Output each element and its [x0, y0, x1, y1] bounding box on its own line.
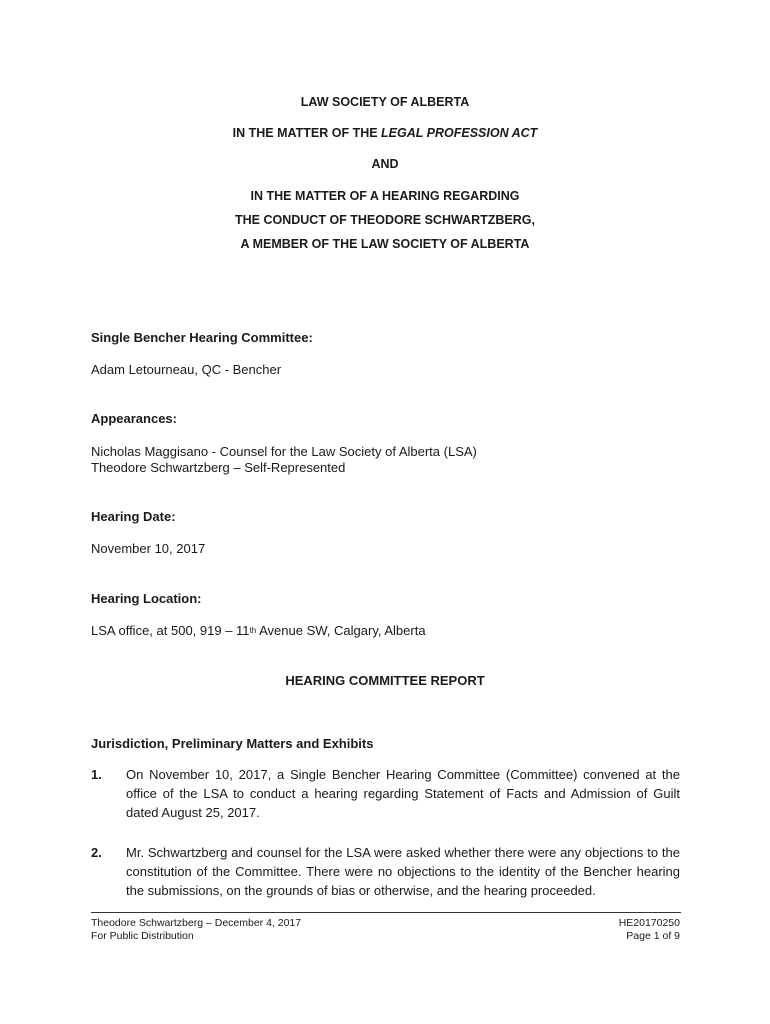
- report-title: HEARING COMMITTEE REPORT: [285, 673, 485, 688]
- caption-member-of: A MEMBER OF THE LAW SOCIETY OF ALBERTA: [240, 237, 530, 251]
- footer-file-number: HE20170250: [618, 917, 680, 929]
- hearing-location-heading: Hearing Location:: [91, 591, 202, 606]
- paragraph-number: 2.: [91, 845, 102, 860]
- appearance-member: Theodore Schwartzberg – Self-Represented: [91, 460, 346, 475]
- location-superscript: th: [249, 626, 257, 635]
- section-heading: Jurisdiction, Preliminary Matters and Exhibits: [91, 736, 374, 751]
- caption-hearing-regarding: IN THE MATTER OF A HEARING REGARDING: [250, 189, 520, 203]
- footer-left: [91, 917, 301, 943]
- paragraph-text: On November 10, 2017, a Single Bencher Hearing Committee (Committee) convened at the office of the LSA to conduct a hearing regarding Statement of Facts and Admission of Guilt dated August 25, 2017.: [126, 767, 680, 820]
- footer-right: [619, 917, 680, 943]
- committee-value: Adam Letourneau, QC - Bencher: [91, 362, 282, 377]
- committee-heading: Single Bencher Hearing Committee:: [91, 330, 313, 345]
- location-prefix: LSA office, at 500, 919 – 11: [91, 623, 250, 638]
- caption-and: AND: [371, 157, 399, 171]
- caption-act-name: LEGAL PROFESSION ACT: [381, 126, 538, 140]
- appearance-lsa-counsel: Nicholas Maggisano - Counsel for the Law Society of Alberta (LSA): [91, 444, 477, 459]
- caption-matter-prefix: IN THE MATTER OF THE: [232, 126, 382, 140]
- appearances-heading: Appearances:: [91, 411, 177, 426]
- paragraph-text: Mr. Schwartzberg and counsel for the LSA were asked whether there were any objections to the constitution of the Committee. There were no objections to the identity of the Bencher hearing the submissions, on the grounds of bias or otherwise, and the hearing proceeded.: [126, 845, 680, 898]
- caption-society-name: LAW SOCIETY OF ALBERTA: [300, 95, 470, 109]
- footer-divider: [91, 912, 681, 913]
- location-suffix: Avenue SW, Calgary, Alberta: [256, 623, 426, 638]
- footer-page-number: Page 1 of 9: [626, 930, 680, 942]
- caption-conduct-of: THE CONDUCT OF THEODORE SCHWARTZBERG,: [235, 213, 535, 227]
- footer-author-date: Theodore Schwartzberg – December 4, 2017: [91, 917, 302, 929]
- hearing-location-value: [91, 623, 426, 638]
- paragraph-number: 1.: [91, 767, 102, 782]
- hearing-date-value: November 10, 2017: [91, 541, 206, 556]
- caption-matter-act: [0, 126, 770, 140]
- footer-distribution: For Public Distribution: [91, 930, 194, 942]
- hearing-date-heading: Hearing Date:: [91, 509, 176, 524]
